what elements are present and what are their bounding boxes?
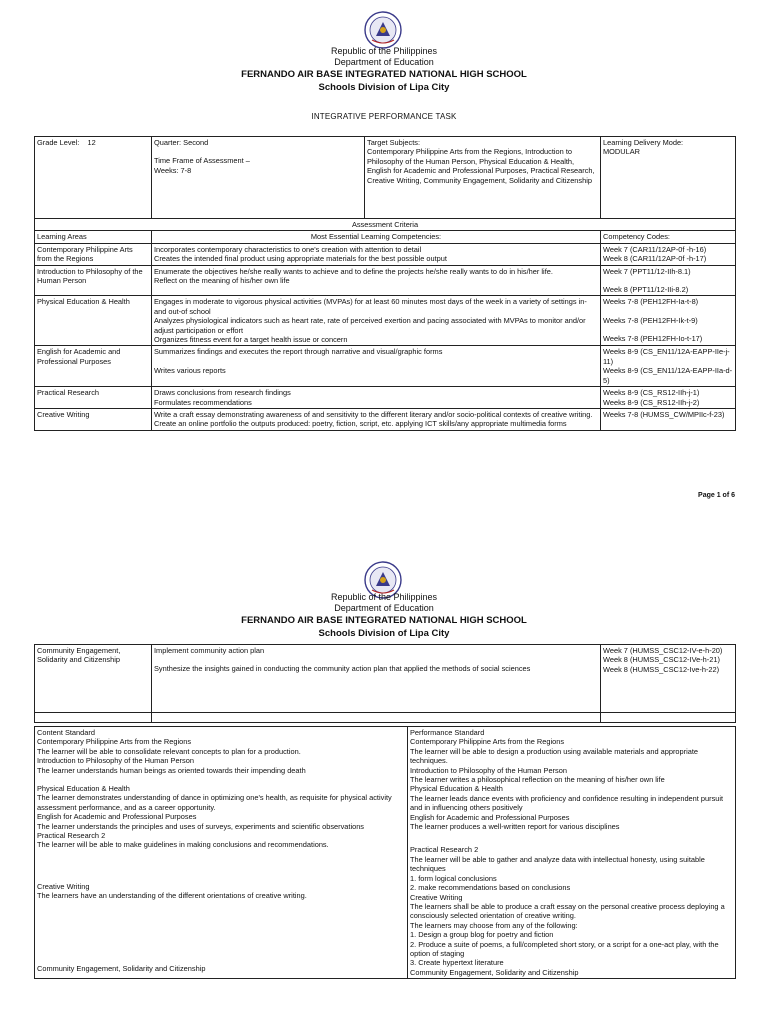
assessment-criteria-row [35,219,736,231]
standard-subject: English for Academic and Professional Purposes [37,812,197,822]
learning-area-cell: Introduction to Philosophy of the Human Person [35,265,152,296]
table-row [35,243,736,265]
competency-cell [152,387,601,409]
target-subjects-cell [365,137,601,219]
performance-standard-cell [408,727,736,979]
competency-code: Weeks 7-8 (HUMSS_CW/MPIIc-f-23) [603,409,725,419]
competency-cell [152,243,601,265]
delivery-mode-value: MODULAR [603,147,640,157]
table-row [35,296,736,346]
content-standard-title: Content Standard [37,728,95,737]
competency-code: Week 7 (CAR11/12AP-0f -h-16) [603,244,707,254]
code-cell [601,408,736,430]
standards-row [35,727,736,979]
standard-text: 1. Design a group blog for poetry and fiction [410,930,554,940]
standard-text: 1. form logical conclusions [410,873,497,883]
competency-code: Week 7 (HUMSS_CSC12-IV-e-h-20) [603,646,723,655]
standard-subject: English for Academic and Professional Purposes [410,812,570,822]
standards-table [34,726,736,979]
competency-text: Formulates recommendations [154,397,252,407]
standard-subject: Introduction to Philosophy of the Human Person [37,756,194,766]
competency-text: Reflect on the meaning of his/her own life [154,276,290,286]
grade-level-value: 12 [87,138,96,147]
standard-text: The learner demonstrates understanding of dance in optimizing one's health, as requisite for physical activity assessment performance, and as a career opportunity. [37,793,392,812]
letterhead [0,46,768,94]
assessment-table [34,136,736,431]
competency-cell [152,346,601,387]
delivery-mode-cell [601,137,736,219]
standard-subject: Physical Education & Health [410,784,503,794]
cesc-table [34,644,736,723]
competency-cell [152,296,601,346]
competency-code: Weeks 8-9 (CS_RS12-IIh-j-1) [603,388,700,398]
info-row [35,137,736,219]
standard-text: The learners shall be able to produce a craft essay on the personal creative process deploying a consciously selected orientation of creative writing. [410,901,725,921]
standard-subject: Creative Writing [37,881,90,891]
standard-subject: Community Engagement, Solidarity and Citizenship [410,967,579,977]
code-cell [601,346,736,387]
delivery-mode-label: Learning Delivery Mode: [603,138,684,147]
competency-text: Engages in moderate to vigorous physical activities (MVPAs) for at least 60 minutes most days of the week in a variety of settings in- and out-of school [154,297,587,316]
republic-line: Republic of the Philippines [330,46,438,56]
quarter-cell [152,137,365,219]
target-subjects-label: Target Subjects: [367,138,420,147]
competency-code: Weeks 7-8 (PEH12FH-Ia-t-8) [603,297,699,307]
standard-text: The learner understands the principles and uses of surveys, experiments and scientific observations [37,821,365,831]
column-header-row [35,231,736,243]
competency-text: Draws conclusions from research findings [154,388,291,398]
grade-level-label: Grade Level: [37,138,80,147]
competency-code: Weeks 8-9 (CS_EN11/12A-EAPP-IIa-d-5) [603,366,733,385]
code-cell [601,265,736,296]
competency-code: Week 8 (CAR11/12AP-0f -h-17) [603,254,707,264]
page-number: Page 1 of 6 [698,492,735,499]
school-name: FERNANDO AIR BASE INTEGRATED NATIONAL HIGH SCHOOL [241,615,527,626]
competency-code: Weeks 8-9 (CS_EN11/12A-EAPP-IIe-j-11) [603,347,730,366]
competency-text: Enumerate the objectives he/she really wants to achieve and to define the projects he/she really wants to do in his/her life. [154,266,553,276]
competency-cell [152,408,601,430]
competency-code: Week 8 (HUMSS_CSC12-Ive-h-22) [603,664,720,674]
time-frame-label: Time Frame of Assessment – [154,156,250,166]
competency-text: Organizes fitness event for a target health issue or concern [154,335,348,345]
standard-subject: Creative Writing [410,892,463,902]
table-row [35,346,736,387]
competencies-header: Most Essential Learning Competencies: [152,231,601,243]
competency-text: Creates the intended final product using appropriate materials for the best possible output [154,254,447,264]
performance-standard-title: Performance Standard [410,728,485,737]
standard-subject: Introduction to Philosophy of the Human Person [410,765,567,775]
republic-line: Republic of the Philippines [330,592,438,602]
page-gap [0,520,768,556]
learning-area-cell: Creative Writing [35,408,152,430]
standard-subject: Practical Research 2 [37,831,106,841]
table-row [35,645,736,713]
grade-level-cell [35,137,152,219]
table-row [35,408,736,430]
standard-text: 3. Create hypertext literature [410,958,504,968]
learning-areas-header: Learning Areas [35,231,152,243]
standard-text: The learner will be able to make guidelines in making conclusions and recommendations. [37,840,329,850]
competency-text: Writes various reports [154,365,226,375]
standard-text: The learner produces a well-written report for various disciplines [410,822,620,832]
department-line: Department of Education [334,57,434,67]
standard-subject: Contemporary Philippine Arts from the Regions [410,737,565,747]
standard-text: The learner will be able to gather and analyze data with intellectual honesty, using suitable techniques [410,854,705,874]
department-line: Department of Education [334,603,434,613]
competency-code: Week 8 (HUMSS_CSC12-IVe-h-21) [603,655,720,665]
empty-row [35,713,736,723]
competency-cell [152,645,601,713]
code-cell [601,243,736,265]
table-row [35,265,736,296]
standard-text: The learner writes a philosophical reflection on the meaning of his/her own life [410,775,665,785]
competency-code: Weeks 8-9 (CS_RS12-IIh-j-2) [603,397,700,407]
learning-area-cell: Physical Education & Health [35,296,152,346]
division-name: Schools Division of Lipa City [318,628,450,639]
competency-code: Week 8 (PPT11/12-IIi-8.2) [603,285,689,295]
code-cell [601,387,736,409]
code-cell [601,645,736,713]
competency-code: Weeks 7-8 (PEH12FH-Ik-t-9) [603,315,698,325]
standard-text: The learners may choose from any of the following: [410,920,578,930]
code-cell [601,296,736,346]
standard-subject: Community Engagement, Solidarity and Citizenship [37,963,206,973]
standard-text: The learner leads dance events with proficiency and confidence resulting in independent pursuit and in influencing others positively [410,793,724,813]
division-name: Schools Division of Lipa City [318,82,450,93]
standard-subject: Physical Education & Health [37,784,130,794]
competency-code: Week 7 (PPT11/12-IIh-8.1) [603,266,691,276]
standard-text: The learner understands human beings as oriented towards their impending death [37,765,306,775]
table-row [35,387,736,409]
learning-area-cell: Practical Research [35,387,152,409]
standard-text: 2. Produce a suite of poems, a full/completed short story, or a script for a one-act play, with the option of staging [410,939,719,958]
quarter-label: Quarter: Second [154,138,209,147]
learning-area-cell: English for Academic and Professional Purposes [35,346,152,387]
competency-text: Write a craft essay demonstrating awareness of and sensitivity to the different literary and/or socio-political contexts of creative writing. [154,409,593,419]
standard-text: The learner will be able to consolidate relevant concepts to plan for a production. [37,746,301,756]
assessment-criteria-heading: Assessment Criteria [35,219,736,231]
standard-subject: Practical Research 2 [410,845,479,855]
target-subjects-list: Contemporary Philippine Arts from the Regions, Introduction to Philosophy of the Human Person, Physical Education & Health, English for Academic and Professional Purposes, Practical Research, Creative Writing, Community Engagement, Solidarity and Citizenship [367,147,595,185]
standard-text: The learner will be able to design a production using available materials and appropriate techniques. [410,746,699,766]
competency-text: Analyzes physiological indicators such as heart rate, rate of perceived exertion and pacing associated with MVPAs to monitor and/or adjust participation or effort [154,316,586,335]
codes-header: Competency Codes: [601,231,736,243]
learning-area-cell: Community Engagement, Solidarity and Citizenship [35,645,152,713]
standard-text: The learners have an understanding of the different orientations of creative writing. [37,891,307,901]
competency-text: Summarizes findings and executes the report through narrative and visual/graphic forms [154,347,443,357]
competency-text: Create an online portfolio the outputs produced: poetry, fiction, script, etc. applying ICT skills/any appropriate multimedia forms [154,419,567,429]
competency-code: Weeks 7-8 (PEH12FH-Io-t-17) [603,334,703,344]
learning-area-cell: Contemporary Philippine Arts from the Regions [35,243,152,265]
standard-text: 2. make recommendations based on conclusions [410,883,571,893]
competency-cell [152,265,601,296]
weeks-label: Weeks: 7-8 [154,165,192,175]
content-standard-cell [35,727,408,979]
document-page-2 [0,556,768,1024]
letterhead [0,592,768,640]
document-title: INTEGRATIVE PERFORMANCE TASK [311,112,457,121]
standard-subject: Contemporary Philippine Arts from the Regions [37,737,192,747]
school-name: FERNANDO AIR BASE INTEGRATED NATIONAL HIGH SCHOOL [241,69,527,80]
competency-text: Incorporates contemporary characteristics to one's creation with attention to detail [154,244,422,254]
competency-text: Implement community action plan [154,646,265,655]
deped-seal-icon [363,10,403,50]
competency-text: Synthesize the insights gained in conducting the community action plan that applied the methods of social sciences [154,664,531,674]
